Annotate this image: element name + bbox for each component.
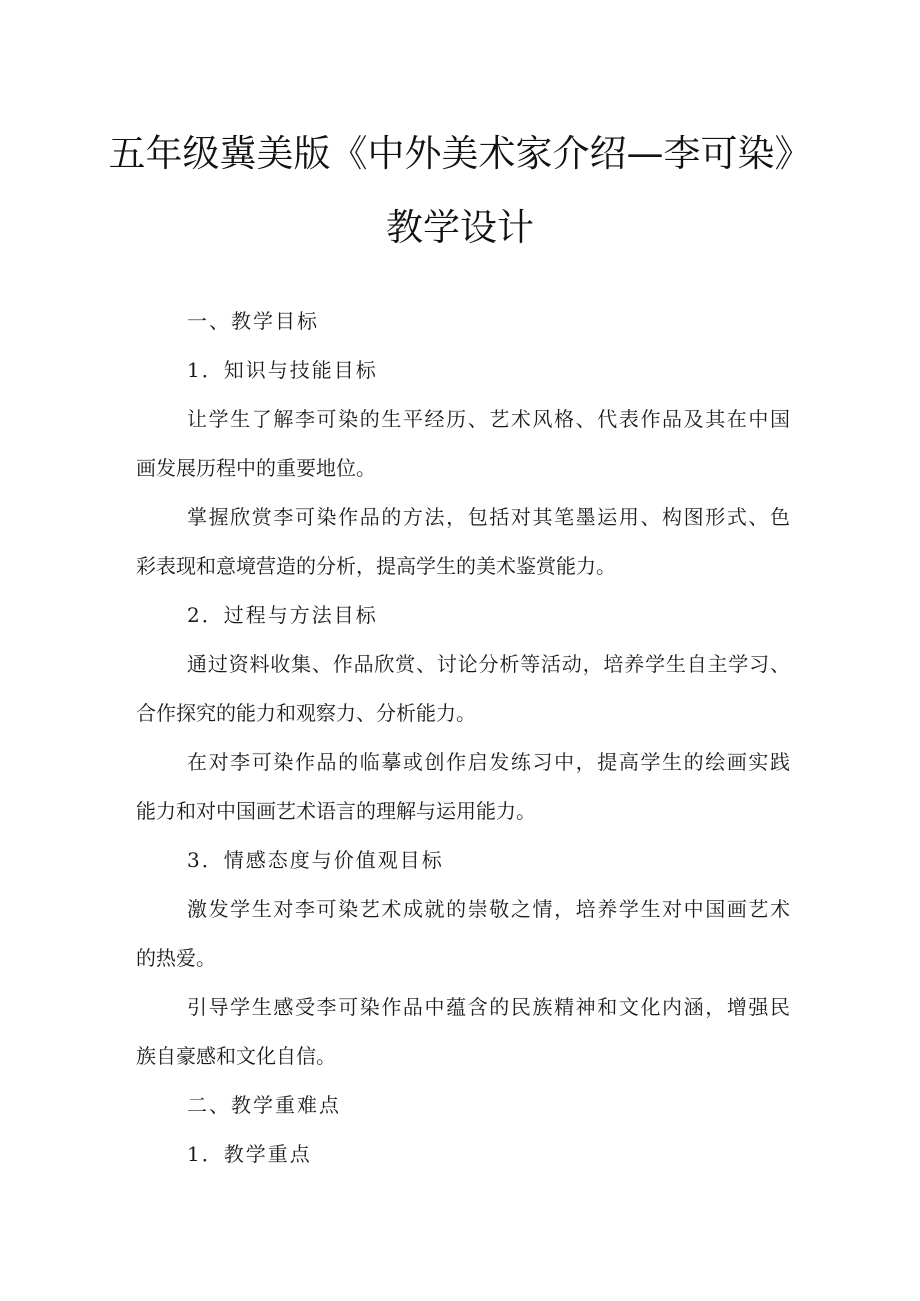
- paragraph-line: 激发学生对李可染艺术成就的崇敬之情，培养学生对中国画艺术: [187, 897, 790, 921]
- subheading-process-methods: 2．过程与方法目标: [187, 603, 378, 627]
- subheading-teaching-focus: 1．教学重点: [187, 1142, 312, 1166]
- subheading-emotion-values: 3．情感态度与价值观目标: [187, 848, 444, 872]
- section-heading-objectives: 一、教学目标: [187, 309, 319, 333]
- paragraph-line: 在对李可染作品的临摹或创作启发练习中，提高学生的绘画实践: [187, 750, 790, 774]
- document-title-line-2: 教学设计: [386, 206, 534, 249]
- paragraph-line: 族自豪感和文化自信。: [136, 1044, 336, 1068]
- paragraph-line: 合作探究的能力和观察力、分析能力。: [136, 701, 476, 725]
- subheading-knowledge-skills: 1．知识与技能目标: [187, 358, 378, 382]
- paragraph-line: 引导学生感受李可染作品中蕴含的民族精神和文化内涵，增强民: [187, 995, 790, 1019]
- paragraph-line: 彩表现和意境营造的分析，提高学生的美术鉴赏能力。: [136, 554, 616, 578]
- paragraph-line: 让学生了解李可染的生平经历、艺术风格、代表作品及其在中国: [187, 407, 790, 431]
- document-body: [136, 297, 790, 1179]
- section-heading-key-difficult-points: 二、教学重难点: [187, 1093, 341, 1117]
- paragraph-line: 能力和对中国画艺术语言的理解与运用能力。: [136, 799, 536, 823]
- paragraph-line: 的热爱。: [136, 946, 216, 970]
- document-title-line-1: 五年级冀美版《中外美术家介绍—李可染》: [108, 132, 812, 175]
- paragraph-line: 画发展历程中的重要地位。: [136, 456, 376, 480]
- paragraph-line: 通过资料收集、作品欣赏、讨论分析等活动，培养学生自主学习、: [187, 652, 790, 676]
- paragraph-line: 掌握欣赏李可染作品的方法，包括对其笔墨运用、构图形式、色: [187, 505, 790, 529]
